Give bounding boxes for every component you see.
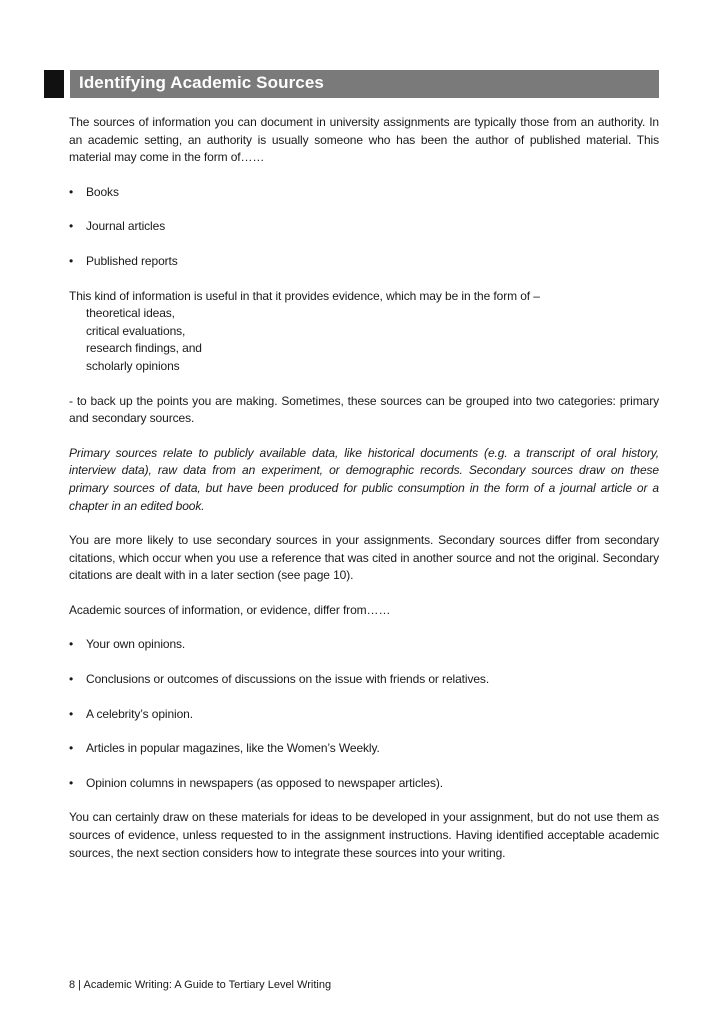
list-item: • Journal articles — [69, 218, 659, 236]
evidence-intro: This kind of information is useful in that it provides evidence, which may be in the form of – — [69, 288, 540, 303]
list-item: theoretical ideas, — [86, 306, 175, 321]
bullet-icon: • — [69, 219, 74, 234]
intro-paragraph: The sources of information you can document in university assignments are typically those from an authority. In an academic setting, an authority is usually someone who has been the author of published material. This material may come in the form of…… — [69, 115, 659, 165]
list-item: • A celebrity’s opinion. — [69, 706, 659, 724]
primary-secondary-paragraph: Primary sources relate to publicly available data, like historical documents (e.g. a transcript of oral history, interview data), raw data from an experiment, or demographic records. Secondary sources draw on these primary sources of data, but have been produced for public consumption in the form of a journal article or a chapter in an edited book. — [69, 445, 659, 513]
bullet-icon: • — [69, 184, 74, 199]
bullet-icon: • — [69, 775, 74, 790]
page-footer: 8 | Academic Writing: A Guide to Tertiary Level Writing — [69, 979, 332, 991]
heading-marker-block — [44, 70, 64, 98]
list-item: • Books — [69, 184, 659, 202]
bullet-icon: • — [69, 741, 74, 756]
secondary-use-paragraph: You are more likely to use secondary sources in your assignments. Secondary sources differ from secondary citations, which occur when you use a reference that was cited in another source and not the original. Secondary citations are dealt with in a later section (see page 10). — [69, 533, 659, 583]
bullet-icon: • — [69, 637, 74, 652]
list-item: scholarly opinions — [86, 358, 180, 373]
list-item: research findings, and — [86, 341, 202, 356]
list-item: • Conclusions or outcomes of discussions on the issue with friends or relatives. — [69, 671, 659, 689]
differ-intro: Academic sources of information, or evidence, differ from…… — [69, 602, 391, 617]
list-item: critical evaluations, — [86, 323, 186, 338]
back-up-paragraph: - to back up the points you are making. Sometimes, these sources can be grouped into two categories: primary and secondary sources. — [69, 393, 659, 426]
bullet-icon: • — [69, 706, 74, 721]
conclusion-paragraph: You can certainly draw on these materials for ideas to be developed in your assignment, but do not use them as sources of evidence, unless requested to in the assignment instructions. Having identified acceptable academic sources, the next section considers how to integrate these sources into your writing. — [69, 810, 659, 860]
bullet-icon: • — [69, 672, 74, 687]
list-item: • Published reports — [69, 253, 659, 271]
section-heading-bar — [44, 70, 659, 98]
list-item: • Articles in popular magazines, like the Women’s Weekly. — [69, 740, 659, 758]
list-item: • Your own opinions. — [69, 636, 659, 654]
evidence-list — [69, 305, 659, 375]
body-content — [69, 114, 659, 862]
list-item: • Opinion columns in newspapers (as opposed to newspaper articles). — [69, 775, 659, 793]
section-heading: Identifying Academic Sources — [79, 73, 324, 92]
bullet-icon: • — [69, 253, 74, 268]
